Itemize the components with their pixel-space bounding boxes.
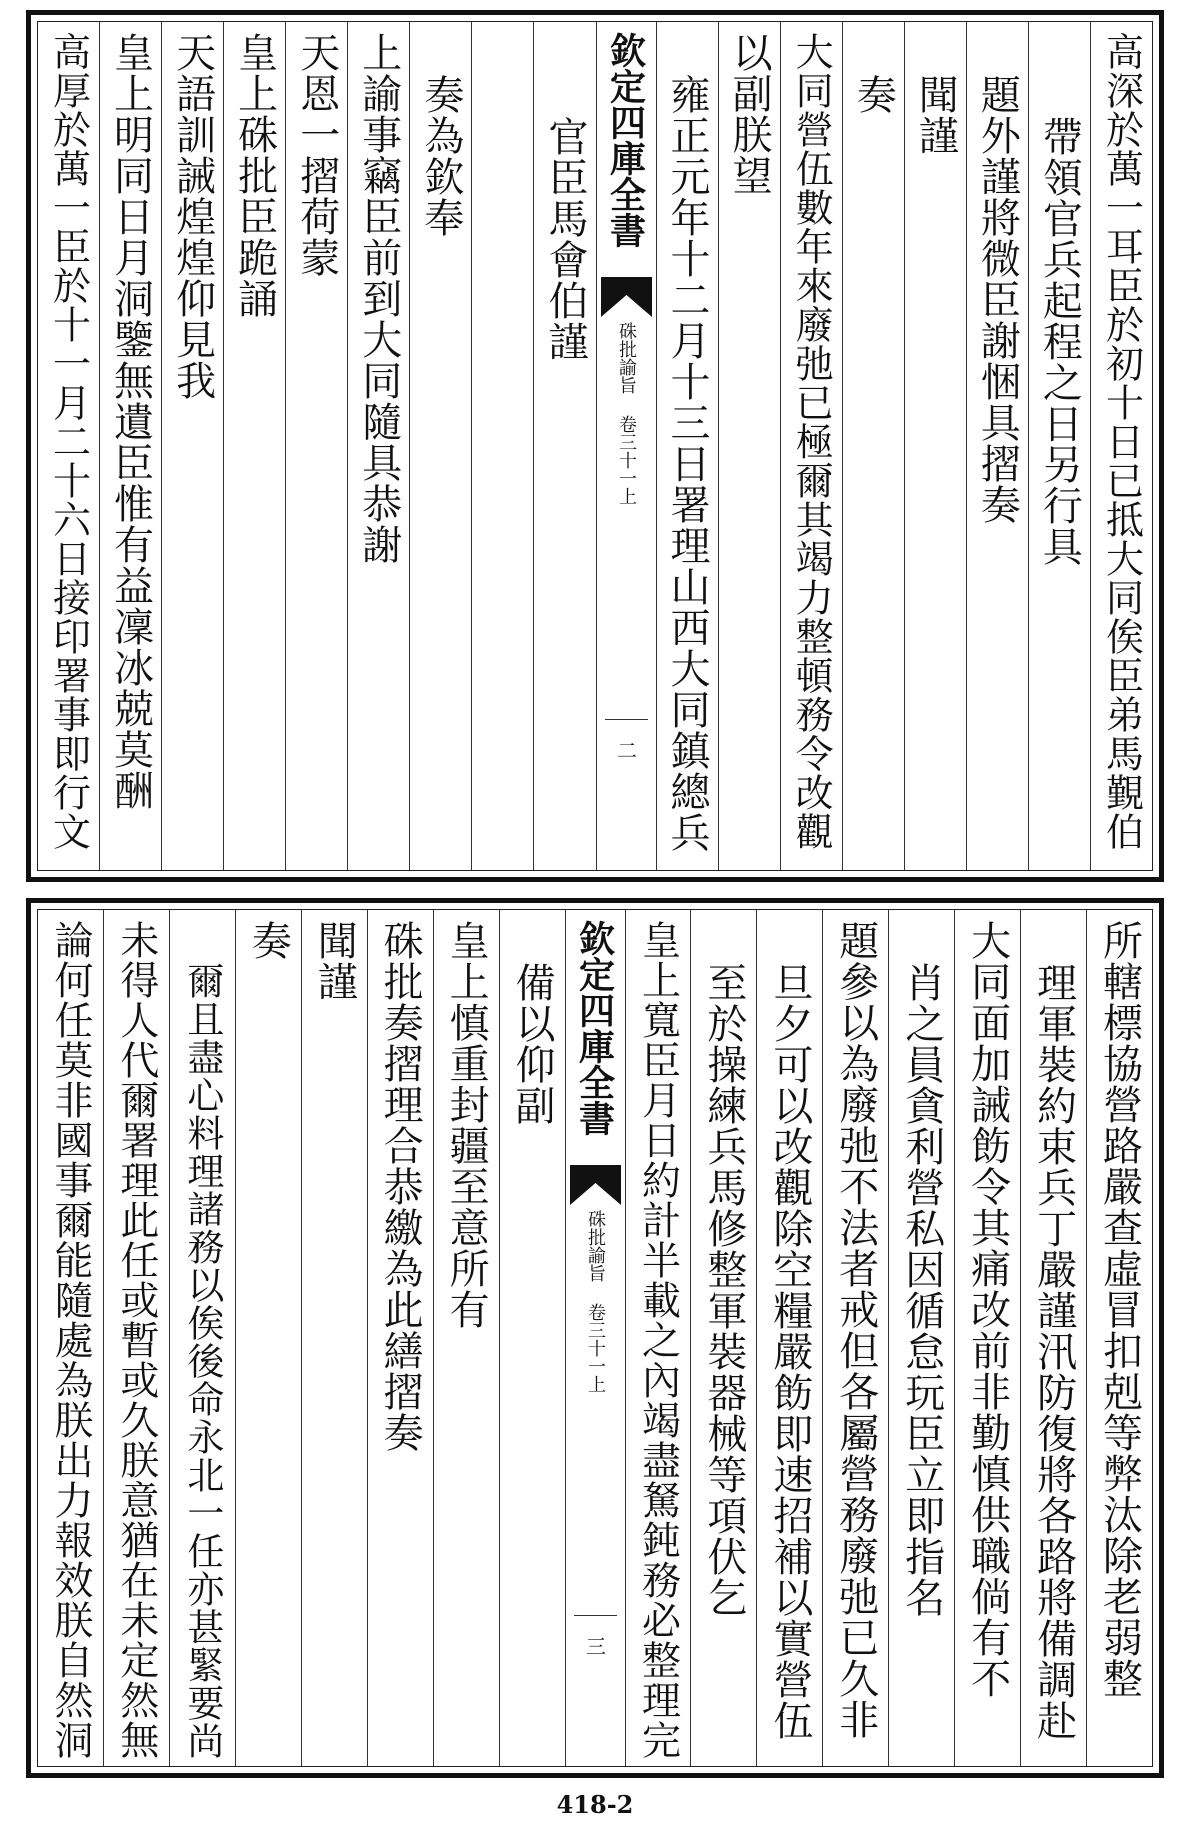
bottom-page-text-column [499, 910, 565, 1766]
top-page-column-text: 官臣馬會伯謹 [541, 116, 588, 362]
top-page-text-column [161, 22, 223, 870]
bottom-page-column-text: 所轄標協營路嚴查虛冒扣剋等弊汰除老弱整 [1096, 920, 1143, 1699]
bottom-page-text-column [625, 910, 691, 1766]
top-page-column-text: 皇上明同日月洞鑒無遺臣惟有益凜冰兢莫酬 [107, 32, 154, 811]
bottom-page-text-column [103, 910, 169, 1766]
bottom-page-text-column [367, 910, 433, 1766]
top-page-text-column [656, 22, 718, 870]
top-page-text-column [347, 22, 409, 870]
bottom-page-column-text: 聞謹 [311, 920, 358, 1002]
top-page-text-column [533, 22, 595, 870]
top-page-center-fold-column [596, 22, 656, 870]
bottom-page-column-text: 肖之員貪利營私因循怠玩臣立即指名 [898, 962, 945, 1618]
top-page-column-text: 以副朕望 [726, 32, 773, 196]
bottom-page-text-column [433, 910, 499, 1766]
bottom-page-columns [38, 910, 1152, 1766]
top-page-text-column [38, 22, 99, 870]
top-page-fold-subheader: 硃批諭旨 卷三十一上 [616, 322, 637, 505]
top-page-column-text: 高厚於萬一臣於十一月二十六日接印署事即行文 [46, 32, 91, 851]
bottom-page-inner-frame [37, 909, 1153, 1767]
bottom-page-text-column [169, 910, 235, 1766]
top-page-column-text: 天語訓誡煌煌仰見我 [169, 32, 216, 401]
bottom-page-fishtail-ornament [570, 1165, 621, 1205]
bottom-page-fold-subheader: 硃批諭旨 卷三十一上 [585, 1210, 606, 1393]
top-page-fold-header: 欽定四庫全書 [604, 32, 647, 248]
top-page-column-text: 奏為欽奉 [417, 74, 464, 238]
top-page-column-text: 雍正元年十二月十三日署理山西大同鎮總兵 [664, 74, 711, 853]
top-page-text-column [471, 22, 533, 870]
bottom-page-fold-page-number: 三 [582, 1636, 607, 1656]
bottom-page-column-text: 大同面加誡飭令其痛改前非勤慎供職倘有不 [964, 920, 1011, 1699]
top-page-text-column [409, 22, 471, 870]
top-page-column-text: 大同營伍數年來廢弛已極爾其竭力整頓務令改觀 [789, 32, 834, 851]
top-page-column-text: 皇上硃批臣跪誦 [231, 32, 278, 319]
top-page-text-column [780, 22, 842, 870]
top-page-column-text: 天恩一摺荷蒙 [293, 32, 340, 278]
top-page-fishtail-ornament [601, 277, 652, 317]
bottom-page-column-text: 皇上寬臣月日約計半載之內竭盡駑鈍務必整理完 [635, 920, 681, 1760]
top-page-text-column [223, 22, 285, 870]
bottom-page-column-text: 題參以為廢弛不法者戒但各屬營務廢弛已久非 [832, 920, 879, 1740]
bottom-page-column-text: 旦夕可以改觀除空糧嚴飭即速招補以實營伍 [766, 962, 813, 1741]
bottom-page-fold-rule [574, 1615, 617, 1616]
bottom-page-text-column [1086, 910, 1152, 1766]
bottom-page-column-text: 備以仰副 [509, 962, 556, 1126]
top-page-text-column [966, 22, 1028, 870]
top-page-column-text: 奏 [850, 74, 897, 115]
bottom-page-column-text: 奏 [245, 920, 292, 961]
bottom-page-column-text: 理軍裝約束兵丁嚴謹汛防復將各路將備調赴 [1030, 962, 1077, 1741]
top-page-text-column [842, 22, 904, 870]
top-page-column-text: 上諭事竊臣前到大同隨具恭謝 [355, 32, 402, 565]
bottom-page-column-text: 未得人代爾署理此任或暫或久朕意猶在未定然無 [113, 920, 159, 1760]
top-page-inner-frame [37, 21, 1153, 871]
bottom-page-fold-header: 欽定四庫全書 [573, 920, 616, 1136]
bottom-page-center-fold-column [565, 910, 625, 1766]
top-page-column-text: 題外謹將微臣謝悃具摺奏 [974, 74, 1021, 525]
top-page-columns [38, 22, 1152, 870]
top-page-text-column [1090, 22, 1152, 870]
bottom-page-text-column [822, 910, 888, 1766]
top-page-text-column [1028, 22, 1090, 870]
bottom-page-column-text: 硃批奏摺理合恭繳為此繕摺奏 [377, 920, 424, 1453]
bottom-page-text-column [1020, 910, 1086, 1766]
top-page-fold-page-number: 二 [613, 740, 638, 760]
bottom-page-text-column [690, 910, 756, 1766]
top-page-text-column [904, 22, 966, 870]
top-page-text-column [718, 22, 780, 870]
bottom-page-column-text: 至於操練兵馬修整軍裝器械等項伏乞 [700, 962, 747, 1618]
page-footer-number: 418-2 [556, 1790, 634, 1819]
bottom-page-column-text: 皇上慎重封疆至意所有 [443, 920, 490, 1330]
top-page-column-text: 聞謹 [912, 74, 959, 156]
bottom-page-text-column [38, 910, 103, 1766]
top-page-fold-rule [605, 719, 648, 720]
top-page-panel [26, 10, 1164, 882]
top-page-column-text: 高深於萬一耳臣於初十日已抵大同俟臣弟馬覲伯 [1099, 32, 1144, 851]
top-page-text-column [99, 22, 161, 870]
bottom-page-column-text: 論何任莫非國事爾能隨處為朕出力報效朕自然洞 [47, 920, 93, 1760]
bottom-page-text-column [235, 910, 301, 1766]
bottom-page-text-column [888, 910, 954, 1766]
bottom-page-text-column [954, 910, 1020, 1766]
top-page-column-text: 帶領官兵起程之日另行具 [1036, 116, 1083, 567]
top-page-text-column [285, 22, 347, 870]
bottom-page-panel [26, 898, 1164, 1778]
bottom-page-column-text: 爾且盡心料理諸務以俟後命永北一任亦甚緊要尚 [180, 962, 224, 1760]
bottom-page-text-column [756, 910, 822, 1766]
bottom-page-text-column [301, 910, 367, 1766]
